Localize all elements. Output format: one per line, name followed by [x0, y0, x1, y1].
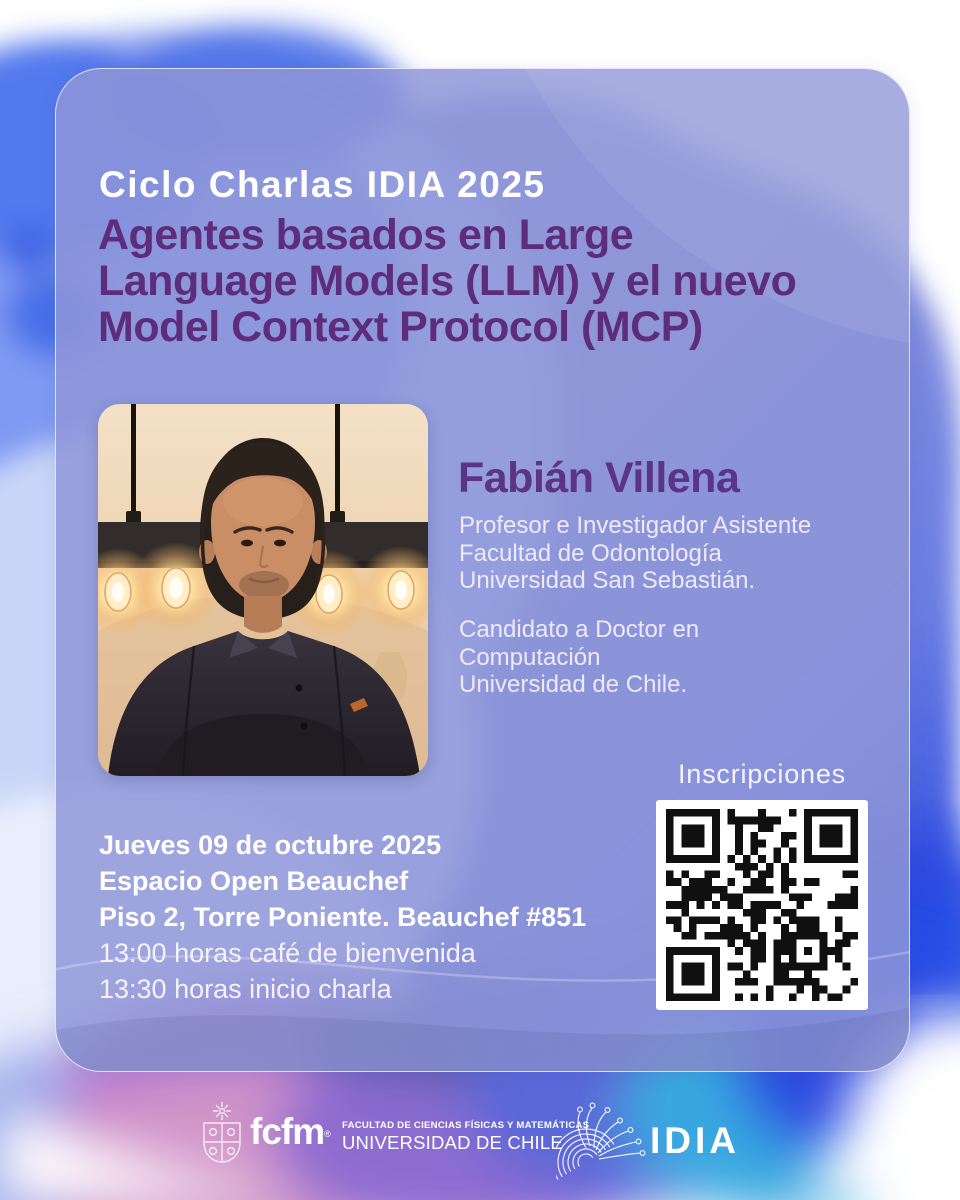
fcfm-wordmark: fcfm® [250, 1111, 330, 1152]
speaker-photo [98, 404, 428, 776]
event-venue: Espacio Open Beauchef [99, 866, 409, 896]
event-date: Jueves 09 de octubre 2025 [99, 830, 442, 860]
registration-qr-code [656, 800, 868, 1010]
series-kicker: Ciclo Charlas IDIA 2025 [99, 164, 546, 205]
registered-mark: ® [324, 1129, 330, 1139]
doctorate-line: Universidad de Chile. [459, 671, 688, 698]
event-address: Piso 2, Torre Poniente. Beauchef #851 [99, 902, 587, 932]
poster-card [55, 68, 910, 1072]
speaker-name: Fabián Villena [458, 454, 740, 502]
talk-title [98, 212, 888, 350]
footer-logos [0, 1090, 960, 1190]
event-schedule-line: 13:00 horas café de bienvenida [99, 938, 476, 968]
fcfm-university-line: UNIVERSIDAD DE CHILE [342, 1132, 563, 1153]
idia-wordmark: IDIA [650, 1120, 740, 1161]
doctorate-line: Candidato a Doctor en [459, 616, 700, 643]
speaker-affiliation [459, 512, 889, 595]
affiliation-line: Facultad de Odontología [459, 539, 722, 567]
uchile-crest-icon [198, 1100, 246, 1166]
event-schedule-line: 13:30 horas inicio charla [99, 974, 392, 1004]
idia-logo-icon [556, 1096, 648, 1182]
affiliation-line: Profesor e Investigador Asistente [459, 512, 812, 539]
registration-label: Inscripciones [678, 759, 846, 789]
event-details [99, 827, 586, 1007]
talk-title-line: Model Context Protocol (MCP) [98, 303, 703, 351]
talk-title-line: Language Models (LLM) y el nuevo [98, 257, 797, 305]
fcfm-faculty-line: FACULTAD DE CIENCIAS FÍSICAS Y MATEMÁTICAS [342, 1120, 590, 1131]
doctorate-line: Computación [459, 643, 601, 671]
qr-code-image [666, 809, 858, 1001]
fcfm-lockup-text [342, 1120, 589, 1154]
speaker-doctorate [459, 616, 889, 699]
talk-title-line: Agentes basados en Large [98, 211, 634, 259]
affiliation-line: Universidad San Sebastián. [459, 567, 756, 594]
